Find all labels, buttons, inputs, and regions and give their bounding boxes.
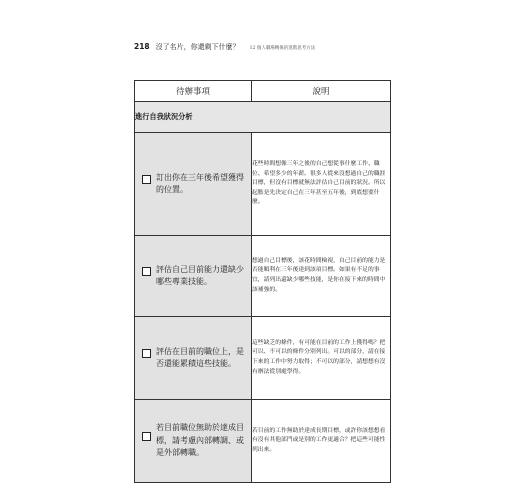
task-cell [135,236,252,317]
column-header-task: 待辦事項 [135,81,252,102]
checkbox[interactable] [142,432,151,441]
description-cell: 花些時間想像三年之後的自己想從事什麼工作、職位、希望多少的年薪。很多人從來沒想過自己的職涯目標，但沒有目標就無法評估自己目前的狀況。所以起點是先決定自己在三年甚至五年後，到底想要什麼。 [252,133,391,236]
description-cell: 這些缺乏的條件，有可能在目前的工作上獲得嗎？把可以、不可以的條件分別列出。可以的部分，請在接下來的工作中努力取得；不可以的部分，請想想有沒有辦法從別處學得。 [252,317,391,400]
description-cell: 若目前的工作無助於達成長期目標，或許你該想想看有沒有其他部門或是別的工作更適合？把這些可能性列出來。 [252,400,391,483]
section-title: 進行自我狀況分析 [135,102,391,133]
task-text: 評估在目前的職位上，是否還能累積這些技能。 [156,346,244,368]
task-cell [135,133,252,236]
task-cell [135,400,252,483]
table-row [135,317,391,400]
table-row [135,400,391,483]
description-cell: 想過自己目標後，該花時間檢視，自己目前的能力是否能順利在三年後達到該項目標。如果有不足的事宜，請列出還缺少哪些技能，是你在接下來的時間中該補強的。 [252,236,391,317]
todo-checklist-table [134,80,391,483]
page-header [134,42,315,52]
checkbox[interactable] [142,349,151,358]
section-row [135,102,391,133]
column-header-description: 說明 [252,81,391,102]
task-text: 訂出你在三年後希望獲得的位置。 [156,172,244,194]
checkbox[interactable] [142,175,151,184]
book-title: 沒了名片，你還剩下什麼？ [155,43,240,51]
task-cell [135,317,252,400]
table-row [135,133,391,236]
page-number: 218 [134,42,150,51]
task-text: 評估自己目前能力還缺少哪些專業技能。 [156,264,244,286]
task-text: 若目前職位無助於達成目標，請考慮內部轉調、或是外部轉職。 [156,423,244,458]
table-row [135,236,391,317]
table-header-row [135,81,391,102]
chapter-title: 12 個人職場轉換的進階思考方法 [249,46,316,51]
checkbox[interactable] [142,267,151,276]
